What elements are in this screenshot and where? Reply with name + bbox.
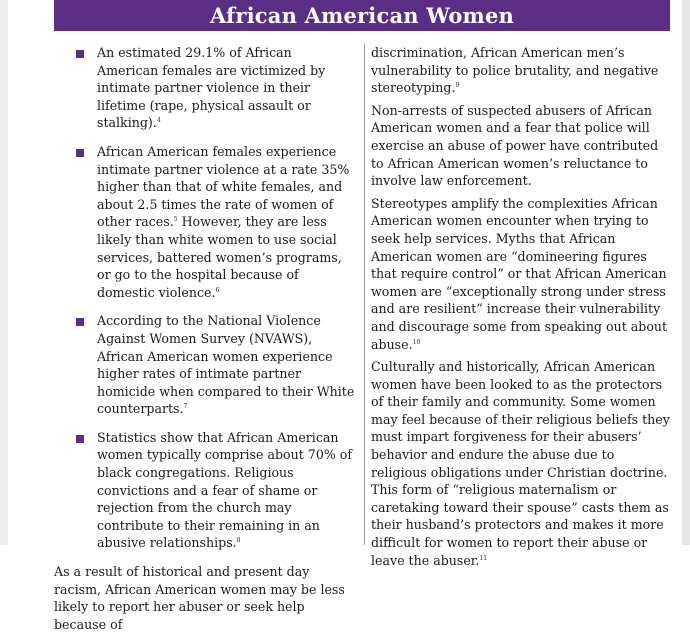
footnote-ref: 10 <box>412 338 421 346</box>
page-title: African American Women <box>210 3 514 28</box>
title-banner <box>54 0 670 31</box>
paragraph-text: discrimination, African American men’s vulnerability to police brutality, and negative stereotyping. <box>371 45 659 96</box>
bullet-square-icon <box>76 149 84 157</box>
footnote-ref: 5 <box>173 216 178 224</box>
bullet-text-continued: However, they are less likely than white women to use social services, battered women’s programs, or go to the hospital because of domestic violence. <box>97 214 342 300</box>
bullet-text: Statistics show that African American women typically comprise about 70% of black congregations. Religious convictions and a fear of shame or rejection from the church may contribute to their remaining in an abusive relationships. <box>97 429 353 551</box>
footnote-ref: 9 <box>455 82 460 89</box>
bullet-item <box>54 429 356 552</box>
page-right-edge <box>682 0 690 545</box>
column-divider <box>364 44 365 545</box>
bullet-list <box>54 44 356 552</box>
right-column <box>371 44 671 574</box>
bullet-text: African American females experience intimate partner violence at a rate 35% higher than that of white females, and about 2.5 times the rate of women of other races. <box>97 143 350 230</box>
bullet-square-icon <box>76 435 84 443</box>
bullet-text: According to the National Violence Against Women Survey (NVAWS), African American women experience higher rates of intimate partner homicide when compared to their White counterparts. <box>97 313 355 417</box>
bullet-item <box>54 143 356 301</box>
left-paragraph: As a result of historical and present day racism, African American women may be less likely to report her abuser or seek help because of <box>54 564 345 632</box>
paragraph <box>371 44 671 97</box>
paragraph-text: Stereotypes amplify the complexities African American women encounter when trying to seek help services. Myths that African American women are “domineering figures that require control” or that African American women are “exceptionally strong under stress and are resilient” increase their vulnerability and discourage some from speaking out about abuse. <box>371 195 668 352</box>
bullet-text: An estimated 29.1% of African American females are victimized by intimate partner violence in their lifetime (rape, physical assault or stalking). <box>97 45 326 131</box>
footnote-ref: 11 <box>479 554 488 562</box>
footnote-ref: 4 <box>156 117 161 125</box>
footnote-ref: 7 <box>183 403 188 411</box>
paragraph <box>371 195 671 353</box>
bullet-square-icon <box>76 318 84 326</box>
bullet-item <box>54 44 356 132</box>
paragraph-text: Non-arrests of suspected abusers of African American women and a fear that police will exercise an abuse of power have contributed to African American women’s reluctance to involve law enforcement. <box>371 102 659 189</box>
paragraph-text: Culturally and historically, African American women have been looked to as the protectors of their family and community. Some women may feel because of their religious beliefs they must impart forgiveness for their abusers’ behavior and endure the abuse due to religious obligations under Christian doctrine. This form of “religious maternalism or caretaking toward their spouse” casts them as their husband’s protectors and makes it more difficult for women to report their abuse or leave the abuser. <box>371 359 670 568</box>
footnote-ref: 6 <box>215 286 220 294</box>
paragraph <box>371 358 671 569</box>
paragraph <box>371 102 671 190</box>
footnote-ref: 8 <box>236 537 241 545</box>
bullet-item <box>54 312 356 418</box>
page-left-edge <box>0 0 8 545</box>
bullet-square-icon <box>76 50 84 58</box>
